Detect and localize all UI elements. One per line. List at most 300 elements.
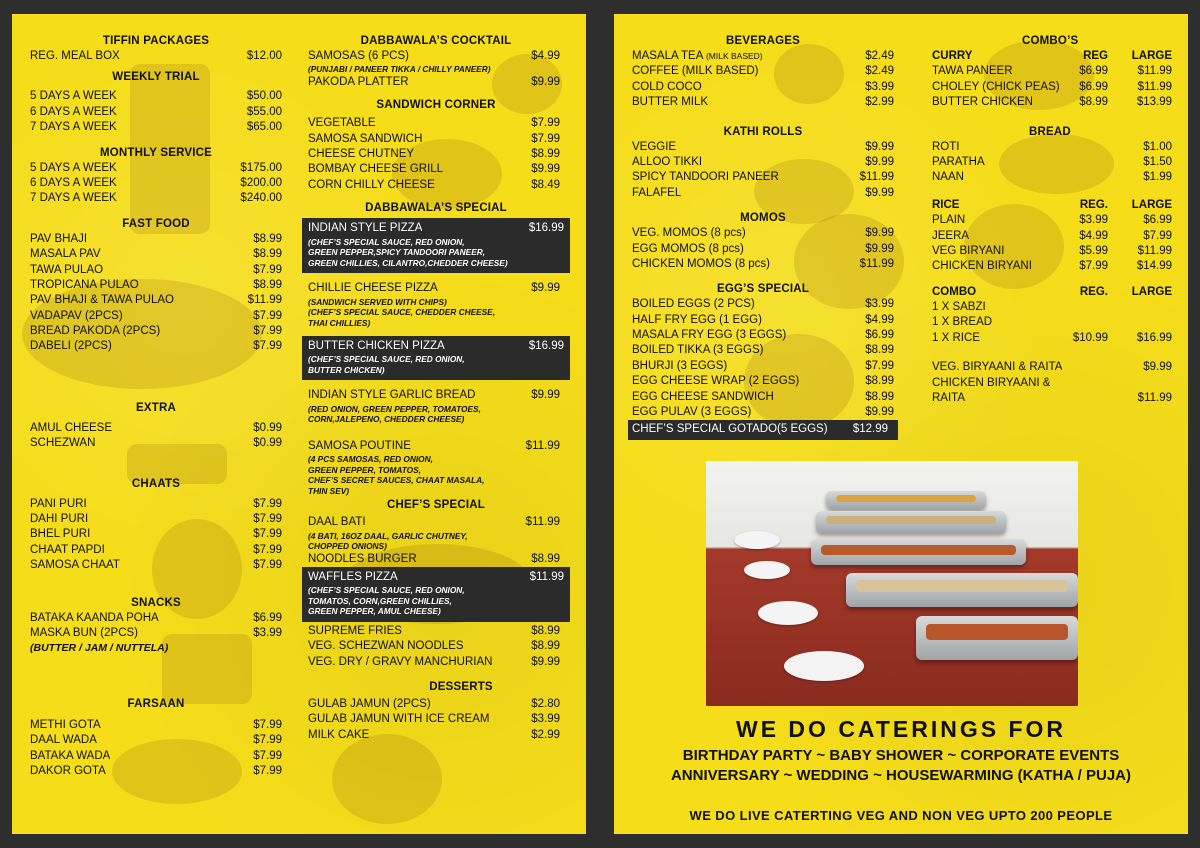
menu-item	[30, 764, 282, 779]
item-price-large: $6.99	[1143, 214, 1172, 227]
item-name: JEERA	[932, 229, 970, 242]
regular-item	[302, 382, 570, 428]
item-name: ALLOO TIKKI	[632, 155, 703, 168]
column-header: REG	[1083, 50, 1108, 62]
item-price-large: $11.99	[1137, 80, 1172, 93]
section-title: FARSAAN	[127, 697, 185, 710]
extra-section	[30, 401, 282, 452]
item-price-reg: $6.99	[1079, 65, 1108, 78]
catering-events-line-1: BIRTHDAY PARTY ~ BABY SHOWER ~ CORPORATE EVENTS	[682, 747, 1120, 764]
item-price: $9.99	[865, 186, 894, 199]
menu-item	[932, 213, 1172, 228]
plate	[734, 531, 780, 549]
left-column-1	[30, 34, 282, 779]
bread-section	[932, 125, 1172, 186]
item-price: $8.49	[531, 178, 560, 191]
menu-item	[30, 626, 282, 641]
menu-item-note	[30, 641, 282, 656]
item-price-large: $14.99	[1136, 260, 1172, 273]
menu-item	[30, 339, 282, 354]
item-price: $9.99	[865, 155, 894, 168]
menu-item	[632, 155, 894, 170]
item-price: $11.99	[529, 570, 564, 583]
menu-item	[308, 570, 564, 585]
menu-item	[632, 374, 894, 389]
catering-footer: WE DO LIVE CATERTING VEG AND NON VEG UPTO 200 PEOPLE	[689, 808, 1113, 823]
menu-item	[632, 49, 894, 64]
menu-item	[932, 360, 1172, 375]
item-name: 1 X SABZI	[932, 301, 986, 314]
item-price: $7.99	[253, 764, 282, 777]
item-name: 7 DAYS A WEEK	[30, 192, 117, 205]
item-price: $7.99	[253, 513, 282, 526]
item-name: VADAPAV (2PCS)	[30, 309, 123, 322]
item-name: PAV BHAJI	[30, 232, 88, 245]
item-name: PANI PURI	[30, 497, 87, 510]
item-name: FALAFEL	[632, 186, 682, 199]
item-note: (BUTTER / JAM / NUTTELA)	[30, 642, 169, 655]
menu-item	[632, 328, 894, 343]
menu-item	[932, 331, 1172, 346]
item-name: 6 DAYS A WEEK	[30, 176, 117, 189]
item-price: $11.99	[1137, 392, 1172, 405]
item-price: $9.99	[531, 389, 560, 402]
item-name: TROPICANA PULAO	[30, 278, 139, 291]
item-name: CHICKEN BIRYAANI &	[932, 376, 1051, 389]
item-name: EGG CHEESE SANDWICH	[632, 390, 774, 403]
item-name: MASALA TEA	[632, 50, 703, 62]
item-name: HALF FRY EGG (1 EGG)	[632, 313, 762, 326]
plate	[784, 651, 864, 681]
cocktail-section	[302, 34, 570, 90]
item-price: $8.99	[531, 624, 560, 637]
item-price: $0.99	[253, 421, 282, 434]
section-title: DESSERTS	[429, 681, 493, 694]
buffet-tray	[816, 511, 1006, 533]
right-column-1	[632, 34, 894, 440]
menu-item	[632, 242, 894, 257]
item-price: $7.99	[253, 718, 282, 731]
column-header: LARGE	[1131, 285, 1172, 298]
menu-item	[30, 421, 282, 436]
menu-item	[932, 300, 1172, 315]
item-description: (4 BATI, 16OZ DAAL, GARLIC CHUTNEY, CHOPPED ONIONS)	[308, 530, 468, 552]
item-name: GULAB JAMUN WITH ICE CREAM	[308, 713, 490, 726]
menu-item	[632, 80, 894, 95]
item-price-large	[1108, 300, 1172, 315]
item-price: $8.99	[253, 232, 282, 245]
item-price-reg	[1060, 315, 1108, 330]
item-name: 5 DAYS A WEEK	[30, 90, 117, 103]
menu-item	[632, 313, 894, 328]
item-price: $7.99	[253, 497, 282, 510]
item-price-reg: $10.99	[1072, 331, 1108, 344]
item-price: $9.99	[531, 163, 560, 176]
item-description: (SANDWICH SERVED WITH CHIPS) (CHEF’S SPECIAL SAUCE, CHEDDER CHEESE, THAI CHILLIES)	[308, 296, 496, 328]
item-price: $9.99	[1143, 361, 1172, 374]
item-name: EGG PULAV (3 EGGS)	[632, 406, 752, 419]
item-name: CHEESE CHUTNEY	[308, 148, 415, 161]
item-price: $3.99	[531, 713, 560, 726]
item-price: $8.99	[865, 390, 894, 403]
section-title: KATHI ROLLS	[723, 125, 803, 138]
item-price: $7.99	[531, 117, 560, 130]
item-price: $9.99	[531, 655, 560, 668]
item-name: RAITA	[932, 392, 966, 405]
highlighted-item	[628, 420, 898, 439]
item-price: $7.99	[253, 543, 282, 556]
item-price: $55.00	[246, 105, 282, 118]
catering-buffet-photo	[706, 461, 1078, 706]
item-price-reg	[1060, 300, 1108, 315]
item-price: $7.99	[531, 132, 560, 145]
item-name: NAAN	[932, 171, 964, 184]
buffet-tray	[826, 491, 986, 509]
menu-item	[30, 176, 282, 191]
menu-item	[632, 422, 888, 437]
menu-item	[932, 259, 1172, 274]
kathi-section	[632, 125, 894, 202]
item-price-reg: $7.99	[1079, 260, 1108, 273]
item-price: $16.99	[528, 340, 564, 353]
column-header: LARGE	[1131, 198, 1172, 211]
item-name: 7 DAYS A WEEK	[30, 121, 117, 134]
item-name: 6 DAYS A WEEK	[30, 105, 117, 118]
item-name: 1 X BREAD	[932, 316, 993, 329]
item-price: $8.99	[253, 278, 282, 291]
item-price: $6.99	[865, 329, 894, 342]
item-name: AMUL CHEESE	[30, 421, 113, 434]
menu-item	[632, 390, 894, 405]
menu-item	[632, 170, 894, 185]
item-price: $65.00	[246, 121, 282, 134]
item-price: $7.99	[865, 359, 894, 372]
item-name: BUTTER CHICKEN PIZZA	[308, 340, 445, 353]
item-description: (4 PCS SAMOSAS, RED ONION, GREEN PEPPER, TOMATOS, CHEF’S SECRET SAUCES, CHAAT MASALA, THIN SEV)	[308, 454, 485, 496]
item-name: COFFEE (MILK BASED)	[632, 65, 759, 78]
menu-item	[308, 147, 560, 162]
item-name: DAAL BATI	[308, 516, 366, 529]
section-title: CHAATS	[131, 477, 181, 490]
buffet-tray	[846, 573, 1078, 607]
item-name: VEG. BIRYAANI & RAITA	[932, 361, 1063, 374]
menu-item	[308, 515, 560, 530]
item-name: CHOLEY (CHICK PEAS)	[932, 80, 1060, 93]
buffet-tray	[811, 539, 1026, 565]
menu-item	[308, 221, 564, 236]
item-price: $12.99	[852, 423, 888, 436]
menu-item	[30, 105, 282, 120]
item-name: MASALA FRY EGG (3 EGGS)	[632, 329, 787, 342]
item-name: CHEF’S SPECIAL GOTADO(5 EGGS)	[632, 423, 828, 436]
item-name: BUTTER CHICKEN	[932, 96, 1033, 109]
item-name: VEGETABLE	[308, 117, 376, 130]
item-price-large: $13.99	[1136, 96, 1172, 109]
menu-item	[308, 162, 560, 177]
item-name: EGG MOMOS (8 pcs)	[632, 242, 744, 255]
item-price: $11.99	[859, 171, 894, 184]
plate	[744, 561, 790, 579]
menu-item	[632, 359, 894, 374]
item-price: $7.99	[253, 263, 282, 276]
section-title: COMBO’S	[1022, 35, 1079, 47]
item-name: BOMBAY CHEESE GRILL	[308, 163, 444, 176]
menu-item	[308, 132, 560, 147]
item-price-large: $11.99	[1137, 65, 1172, 78]
item-price: $1.50	[1143, 155, 1172, 168]
snacks-section	[30, 596, 282, 657]
item-price-reg: $4.99	[1079, 229, 1108, 242]
item-price: $12.00	[246, 50, 282, 62]
item-price: $8.99	[253, 248, 282, 261]
column-header: LARGE	[1131, 50, 1172, 62]
item-name: CHAAT PAPDI	[30, 543, 105, 556]
chaats-section	[30, 477, 282, 574]
item-name: CORN CHILLY CHEESE	[308, 178, 435, 191]
regular-item	[302, 429, 570, 496]
farsaan-section	[30, 697, 282, 780]
regular-item	[302, 275, 570, 334]
item-name: WAFFLES PIZZA	[308, 570, 398, 583]
menu-item	[30, 749, 282, 764]
item-price: $2.80	[531, 698, 560, 711]
item-name: 5 DAYS A WEEK	[30, 161, 117, 174]
menu-item	[30, 191, 282, 206]
item-name: SUPREME FRIES	[308, 624, 402, 637]
item-name: DABELI (2PCS)	[30, 340, 112, 353]
tiffin-section	[30, 34, 282, 64]
item-name: INDIAN STYLE GARLIC BREAD	[308, 389, 476, 402]
menu-item	[308, 728, 560, 743]
menu-item	[632, 405, 894, 420]
item-price: $3.99	[865, 298, 894, 311]
item-price: $9.99	[865, 406, 894, 419]
item-name: BOILED TIKKA (3 EGGS)	[632, 344, 764, 357]
item-description: (CHEF’S SPECIAL SAUCE, RED ONION, GREEN PEPPER,SPICY TANDOORI PANEER, GREEN CHILLIES, CILANTRO,CHEDDER CHEESE)	[308, 236, 508, 268]
item-name: BOILED EGGS (2 PCS)	[632, 298, 755, 311]
plate	[758, 601, 818, 625]
item-price: $7.99	[253, 749, 282, 762]
item-price: $3.99	[253, 626, 282, 639]
item-price: $16.99	[528, 222, 564, 235]
menu-item	[30, 512, 282, 527]
item-price: $7.99	[253, 325, 282, 338]
section-title: SNACKS	[131, 596, 181, 609]
raita-section	[932, 360, 1172, 406]
menu-item	[30, 263, 282, 278]
item-name: SAMOSA SANDWICH	[308, 132, 423, 145]
beverages-section	[632, 34, 894, 111]
item-price-large: $11.99	[1137, 244, 1172, 257]
dabbawala-special-section	[302, 201, 570, 496]
menu-item	[30, 324, 282, 339]
section-title: FAST FOOD	[122, 217, 190, 230]
item-name: PLAIN	[932, 214, 966, 227]
section-title: BREAD	[1029, 125, 1071, 138]
rice-header	[932, 198, 1172, 213]
column-header: REG.	[1079, 198, 1108, 211]
menu-item	[632, 95, 894, 110]
item-price: $9.99	[865, 242, 894, 255]
item-name: PAV BHAJI & TAWA PULAO	[30, 294, 175, 307]
item-name: BATAKA WADA	[30, 749, 111, 762]
section-title: DABBAWALA’S SPECIAL	[365, 202, 507, 215]
column-header: CURRY	[932, 50, 973, 62]
menu-item	[30, 543, 282, 558]
item-description: (PUNJABI / PANEER TIKKA / CHILLY PANEER)	[308, 64, 491, 75]
menu-item	[632, 257, 894, 272]
menu-item	[30, 232, 282, 247]
item-name: ROTI	[932, 140, 960, 153]
item-name: INDIAN STYLE PIZZA	[308, 222, 423, 235]
menu-item	[308, 624, 560, 639]
item-price: $0.99	[253, 437, 282, 450]
menu-right-page	[614, 14, 1188, 834]
item-price: $8.99	[865, 344, 894, 357]
momos-section	[632, 211, 894, 272]
menu-item	[308, 178, 560, 193]
item-name: CHICKEN BIRYANI	[932, 260, 1032, 273]
item-name: MASALA PAV	[30, 248, 101, 261]
menu-item	[308, 439, 560, 454]
menu-item	[308, 339, 564, 354]
buffet-tray	[916, 616, 1078, 660]
section-title: CHEF’S SPECIAL	[386, 499, 485, 512]
menu-item	[932, 155, 1172, 170]
item-name: COLD COCO	[632, 80, 702, 93]
item-name: BATAKA KAANDA POHA	[30, 611, 159, 624]
item-price: $1.99	[1143, 171, 1172, 184]
item-price-reg: $6.99	[1079, 80, 1108, 93]
column-header: RICE	[932, 198, 960, 211]
item-name: EGG CHEESE WRAP (2 EGGS)	[632, 375, 800, 388]
item-name: TAWA PANEER	[932, 65, 1013, 78]
item-name: TAWA PULAO	[30, 263, 104, 276]
combo-header	[932, 285, 1172, 300]
menu-item	[932, 229, 1172, 244]
menu-item	[30, 527, 282, 542]
item-price: $175.00	[240, 161, 282, 174]
menu-item	[30, 293, 282, 308]
menu-item	[308, 49, 560, 64]
item-name: NOODLES BURGER	[308, 552, 417, 565]
menu-item	[632, 64, 894, 79]
item-price: $4.99	[531, 50, 560, 62]
rice-section	[932, 198, 1172, 275]
item-name: VEG. MOMOS (8 pcs)	[632, 227, 746, 240]
item-price: $7.99	[253, 340, 282, 353]
item-price: $9.99	[865, 227, 894, 240]
item-name: BUTTER MILK	[632, 96, 709, 109]
section-title: SANDWICH CORNER	[376, 99, 496, 112]
item-name: MILK CAKE	[308, 728, 370, 741]
item-name: CHILLIE CHEESE PIZZA	[308, 282, 438, 295]
column-header: COMBO	[932, 285, 977, 298]
menu-item	[308, 712, 560, 727]
menu-item	[932, 80, 1172, 95]
menu-item	[30, 309, 282, 324]
menu-item	[632, 343, 894, 358]
menu-item	[308, 639, 560, 654]
menu-item	[30, 497, 282, 512]
left-column-2	[302, 34, 570, 743]
menu-item	[30, 278, 282, 293]
item-note: (MILK BASED)	[705, 51, 763, 61]
section-title: TIFFIN PACKAGES	[102, 35, 210, 47]
item-name: REG. MEAL BOX	[30, 50, 120, 62]
highlighted-item	[302, 336, 570, 380]
item-price: $11.99	[859, 257, 894, 270]
curry-header	[932, 49, 1172, 64]
menu-item	[932, 391, 1172, 406]
item-name: SAMOSA CHAAT	[30, 559, 120, 572]
menu-item	[932, 244, 1172, 259]
item-name: SPICY TANDOORI PANEER	[632, 171, 779, 184]
item-name: PARATHA	[932, 155, 985, 168]
item-price: $7.99	[253, 734, 282, 747]
item-price: $8.99	[865, 375, 894, 388]
item-name: 1 X RICE	[932, 331, 980, 344]
item-name: SAMOSA POUTINE	[308, 439, 411, 452]
menu-item	[308, 75, 560, 90]
menu-item	[632, 186, 894, 201]
item-name: DAKOR GOTA	[30, 764, 106, 777]
item-name: VEG. DRY / GRAVY MANCHURIAN	[308, 655, 493, 668]
combo-section	[932, 285, 1172, 347]
item-name: VEGGIE	[632, 140, 677, 153]
item-price: $11.99	[525, 439, 560, 452]
menu-item	[30, 436, 282, 451]
menu-item	[30, 49, 282, 64]
section-title: EGG’S SPECIAL	[716, 283, 810, 296]
section-title: BEVERAGES	[725, 35, 800, 47]
item-price: $7.99	[253, 528, 282, 541]
eggs-section	[632, 282, 894, 440]
item-price-reg: $8.99	[1079, 96, 1108, 109]
item-price	[1168, 376, 1172, 391]
catering-headline: WE DO CATERINGS FOR	[735, 716, 1066, 742]
item-price: $2.49	[865, 50, 894, 62]
item-price: $2.49	[865, 65, 894, 78]
right-column-2	[932, 34, 1172, 406]
menu-left-page	[12, 14, 586, 834]
item-description: (RED ONION, GREEN PEPPER, TOMATOES, CORN,JALEPENO, CHEDDER CHEESE)	[308, 403, 481, 425]
item-price: $8.99	[531, 552, 560, 565]
menu-item	[308, 655, 560, 670]
menu-item	[30, 89, 282, 104]
menu-item	[30, 161, 282, 176]
item-name: BHEL PURI	[30, 528, 91, 541]
item-price: $8.99	[531, 148, 560, 161]
menu-item	[932, 315, 1172, 330]
menu-item	[30, 718, 282, 733]
chef-special-section	[302, 498, 570, 670]
menu-item	[308, 697, 560, 712]
menu-item	[308, 281, 560, 296]
item-name: DAHI PURI	[30, 513, 89, 526]
monthly-section	[30, 146, 282, 207]
highlighted-item	[302, 218, 570, 273]
section-title: MONTHLY SERVICE	[99, 146, 213, 159]
item-price-large	[1108, 315, 1172, 330]
item-description: (CHEF’S SPECIAL SAUCE, RED ONION, TOMATOS, CORN,GREEN CHILLIES, GREEN PEPPER, AMUL CHEESE)	[308, 585, 465, 617]
column-header: REG.	[1079, 285, 1108, 298]
item-description: (CHEF’S SPECIAL SAUCE, RED ONION, BUTTER CHICKEN)	[308, 354, 465, 375]
item-price: $7.99	[253, 559, 282, 572]
item-price: $8.99	[531, 640, 560, 653]
item-price: $4.99	[865, 313, 894, 326]
menu-item	[932, 376, 1172, 391]
